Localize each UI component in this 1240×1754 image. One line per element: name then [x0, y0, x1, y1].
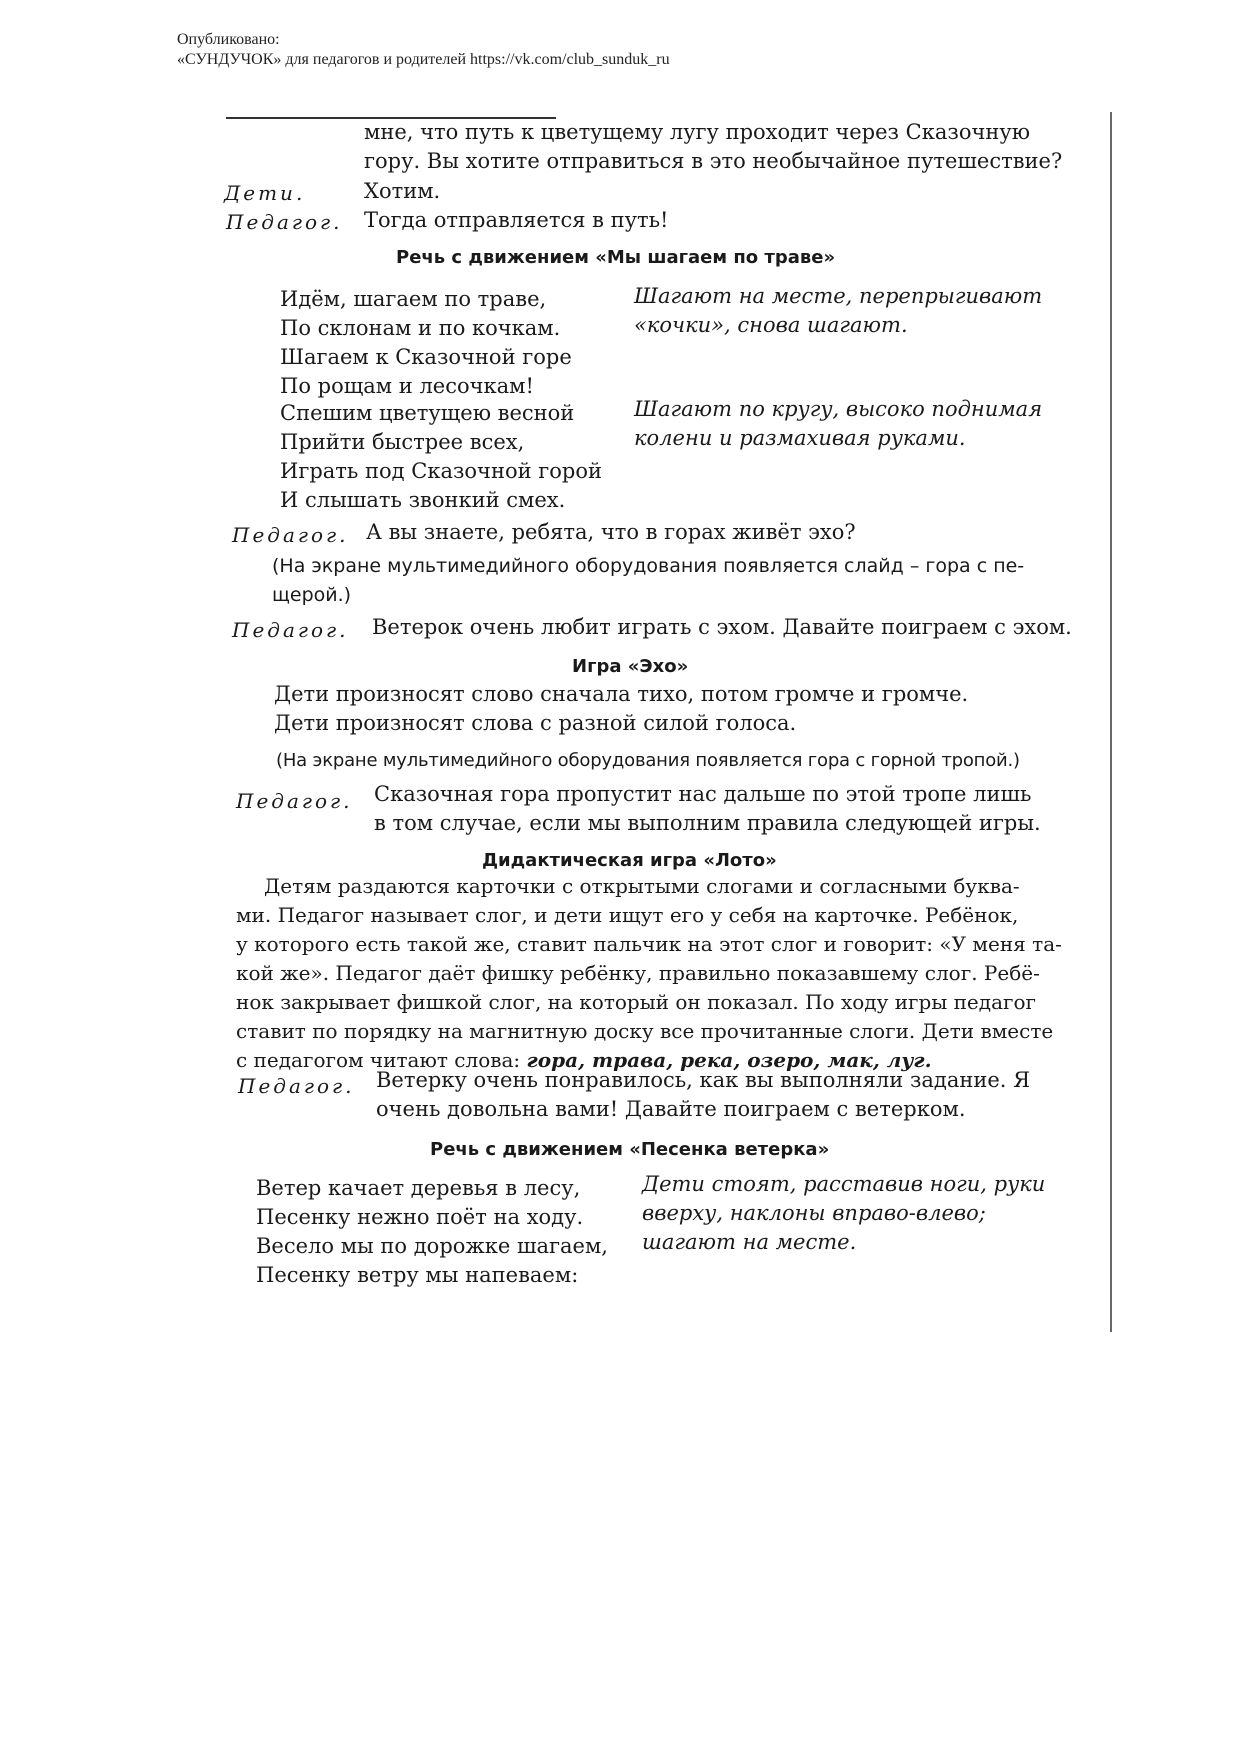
note-line: (На экране мультимедийного оборудования появляется слайд – гора с пе- — [272, 555, 1025, 577]
description-line: нок закрывает фишкой слог, на который он показал. По ходу игры педагог — [236, 990, 1036, 1014]
action-line: вверху, наклоны вправо-влево; — [642, 1201, 986, 1225]
section-title: Дидактическая игра «Лото» — [482, 850, 777, 871]
section-title: Речь с движением «Песенка ветерка» — [430, 1139, 830, 1160]
action-line: колени и размахивая руками. — [634, 426, 966, 450]
speaker-teacher: Педагог. — [232, 523, 349, 547]
description-line: ми. Педагог называет слог, и дети ищут его у себя на карточке. Ребёнок, — [236, 903, 1019, 927]
action-line: «кочки», снова шагают. — [634, 313, 908, 337]
verse-line: Песенку ветру мы напеваем: — [256, 1263, 579, 1287]
verse-line: Прийти быстрее всех, — [280, 430, 525, 454]
intro-text — [364, 118, 1062, 176]
teacher-reply: Тогда отправляется в путь! — [364, 208, 669, 232]
description-line: у которого есть такой же, ставит пальчик на этот слог и говорит: «У меня та- — [236, 932, 1062, 956]
action-line: шагают на месте. — [642, 1230, 857, 1254]
section-title: Речь с движением «Мы шагаем по траве» — [396, 247, 836, 268]
description-line: ставит по порядку на магнитную доску все прочитанные слоги. Дети вместе — [236, 1019, 1054, 1043]
teacher-lines — [376, 1066, 1030, 1124]
intro-line: мне, что путь к цветущему лугу проходит через Сказочную — [364, 120, 1031, 144]
verse-line: И слышать звонкий смех. — [280, 488, 566, 512]
verse-line: Ветер качает деревья в лесу, — [256, 1176, 581, 1200]
teacher-lines — [374, 780, 1041, 838]
speaker-teacher: Педагог. — [232, 618, 349, 642]
children-reply: Хотим. — [364, 179, 441, 203]
action-line: Шагают на месте, перепрыгивают — [634, 284, 1043, 308]
note-line: щерой.) — [272, 584, 352, 606]
verse-line: Шагаем к Сказочной горе — [280, 345, 572, 369]
verse-line: Весело мы по дорожке шагаем, — [256, 1234, 608, 1258]
description-line: Детям раздаются карточки с открытыми слогами и согласными буква- — [264, 874, 1020, 898]
slide-note — [272, 552, 1024, 610]
intro-line: гору. Вы хотите отправиться в это необычайное путешествие? — [364, 149, 1063, 173]
action-block — [634, 282, 1042, 340]
teacher-line: в том случае, если мы выполним правила следующей игры. — [374, 811, 1041, 835]
page-edge-rule — [1110, 112, 1112, 1332]
game-description — [236, 872, 1062, 1075]
source-line: «СУНДУЧОК» для педагогов и родителей https://vk.com/club_sunduk_ru — [177, 51, 670, 68]
speaker-teacher: Педагог. — [226, 210, 343, 234]
speaker-children: Дети. — [224, 181, 306, 205]
verse-line: Песенку нежно поёт на ходу. — [256, 1205, 584, 1229]
teacher-line: Сказочная гора пропустит нас дальше по этой тропе лишь — [374, 782, 1032, 806]
verse-line: Идём, шагаем по траве, — [280, 287, 547, 311]
verse-block — [256, 1174, 608, 1290]
publication-header — [177, 30, 670, 70]
words-list: гора, трава, река, озеро, мак, луг. — [526, 1048, 932, 1072]
game-text — [274, 680, 968, 738]
verse-line: Спешим цветущею весной — [280, 401, 575, 425]
verse-line: По склонам и по кочкам. — [280, 316, 561, 340]
action-line: Дети стоят, расставив ноги, руки — [642, 1172, 1046, 1196]
speaker-teacher: Педагог. — [238, 1074, 355, 1098]
action-line: Шагают по кругу, высоко поднимая — [634, 397, 1043, 421]
game-line: Дети произносят слова с разной силой голоса. — [274, 711, 797, 735]
teacher-line: Ветерку очень понравилось, как вы выполняли задание. Я — [376, 1068, 1031, 1092]
teacher-line: Ветерок очень любит играть с эхом. Давайте поиграем с эхом. — [372, 615, 1072, 639]
teacher-line: А вы знаете, ребята, что в горах живёт эхо? — [366, 520, 856, 544]
description-line: кой же». Педагог даёт фишку ребёнку, правильно показавшему слог. Ребё- — [236, 961, 1040, 985]
slide-note: (На экране мультимедийного оборудования появляется гора с горной тропой.) — [276, 750, 1020, 771]
description-prefix: с педагогом читают слова: — [236, 1048, 527, 1072]
verse-block — [280, 399, 602, 515]
teacher-line: очень довольна вами! Давайте поиграем с ветерком. — [376, 1097, 966, 1121]
verse-block — [280, 285, 572, 401]
verse-line: По рощам и лесочкам! — [280, 374, 534, 398]
verse-line: Играть под Сказочной горой — [280, 459, 602, 483]
published-label: Опубликовано: — [177, 31, 280, 48]
section-title: Игра «Эхо» — [572, 656, 689, 677]
speaker-teacher: Педагог. — [236, 789, 353, 813]
action-block — [634, 395, 1042, 453]
action-block — [642, 1170, 1045, 1257]
game-line: Дети произносят слово сначала тихо, потом громче и громче. — [274, 682, 969, 706]
